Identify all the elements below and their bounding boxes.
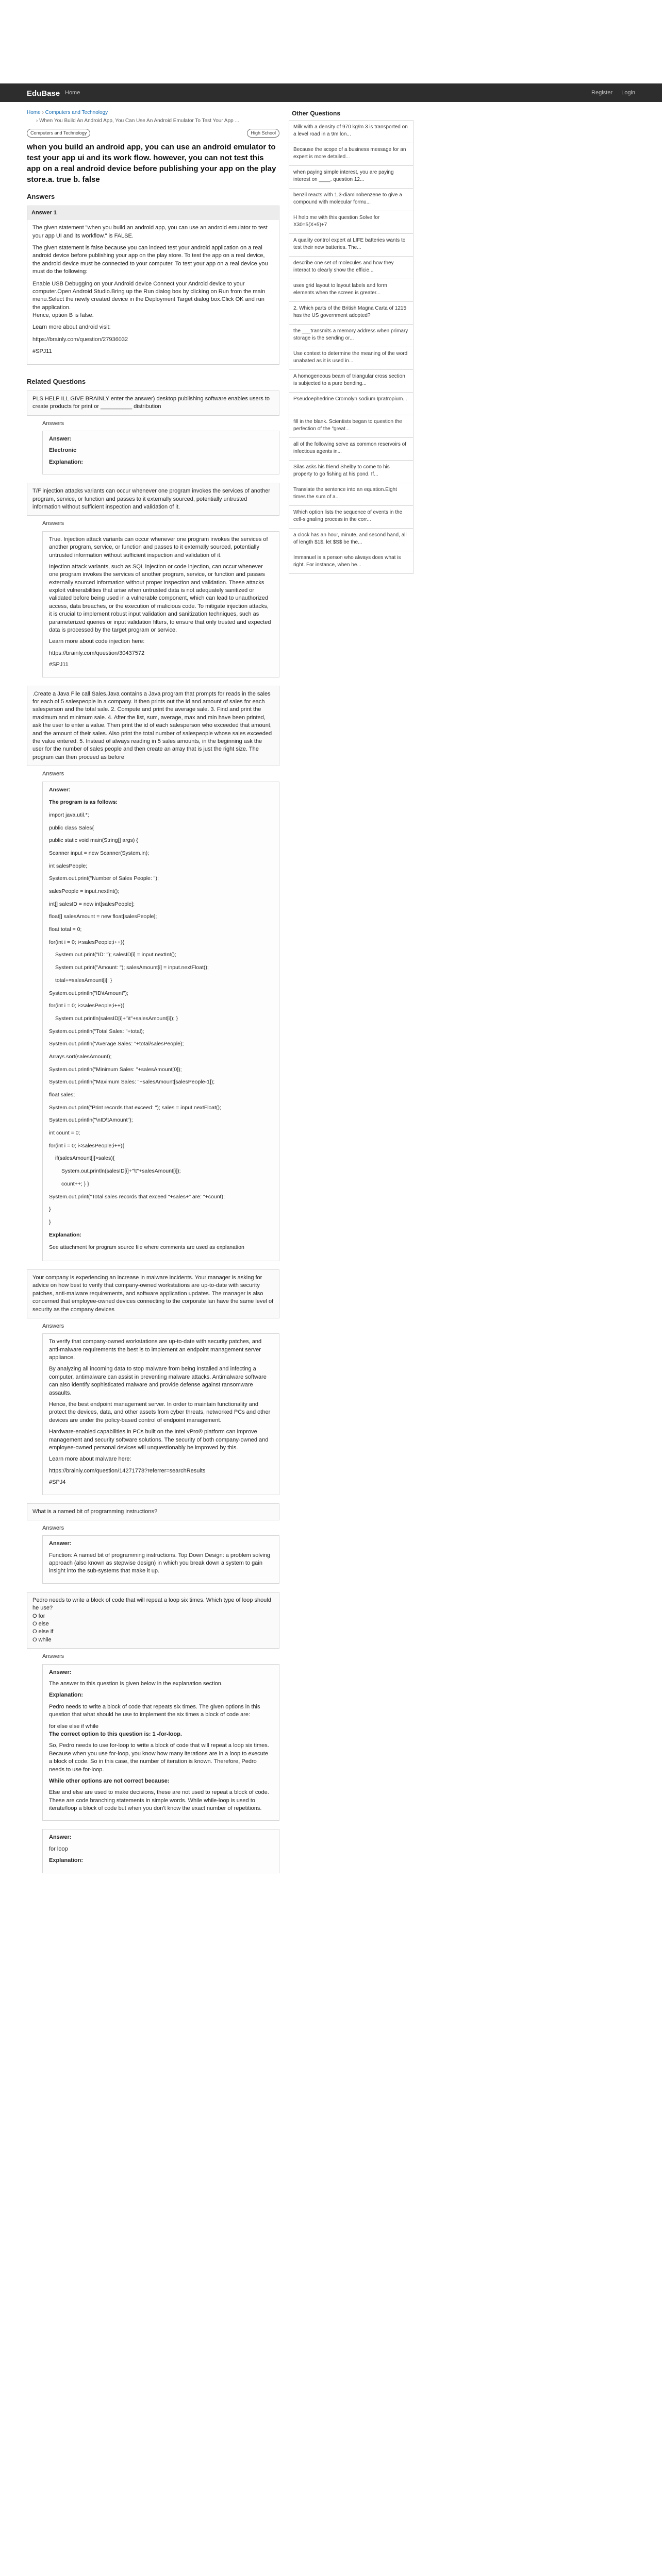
answer-paragraph: Enable USB Debugging on your Android device Connect your Android device to your computer.Open Android Studio.Bring up the Run dialog box by clicking on Run from the main menu.Select the newly created device in the Deployment Target dialog box.Click OK and run the application.	[32, 280, 266, 311]
code-line: int salesPeople;	[49, 862, 88, 869]
answer-paragraph: Else and else are used to make decisions, these are not used to repeat a block of code. These are code branching statements in simple words. While while-loop is used to iterate/loop a block of code but when you don't know the exact number of repetitions.	[49, 1789, 269, 1812]
related-answer	[42, 1535, 279, 1584]
question-option: O else	[32, 1621, 49, 1628]
sidebar-question-link[interactable]: Which option lists the sequence of events in the cell-signaling process in the corr...	[289, 506, 413, 529]
code-line: for(int i = 0; i<salesPeople;i++){	[49, 1142, 124, 1149]
answer-emphasis: While other options are not correct because:	[49, 1777, 170, 1784]
explanation-label: Explanation:	[49, 1231, 82, 1238]
sidebar-question-link[interactable]: Milk with a density of 970 kg/m 3 is transported on a level road in a 9m lon...	[289, 121, 413, 143]
related-question[interactable]	[27, 686, 279, 767]
sidebar-other-questions	[289, 107, 413, 574]
answer-text: Electronic	[49, 447, 77, 454]
answer-paragraph: Injection attack variants, such as SQL injection or code injection, can occur whenever one program invokes the services of another program, service, or function and passes externally sourced information without proper inspection and validation. These attacks exploit vulnerabilities that arise when untrusted data is not adequately sanitized or validated before being used in a vulnerable component, which can lead to unauthorized access, data breaches, or the execution of malicious code. To mitigate injection attacks, it is crucial to implement robust input validation and sanitization techniques, such as parameterized queries or input validation filters, to ensure that only trusted and expected data is processed by the target program or service.	[49, 563, 271, 634]
related-answers-label: Answers	[42, 1653, 64, 1660]
related-answers-label: Answers	[42, 771, 64, 777]
related-question-text: Pedro needs to write a block of code that will repeat a loop six times. Which type of loop should he use?	[32, 1597, 271, 1612]
answer-card-header: Answer 1	[27, 206, 279, 220]
code-line: System.out.println("Minimum Sales: "+salesAmount[0]);	[49, 1066, 182, 1073]
answer-source-link[interactable]: https://brainly.com/question/27936032	[32, 336, 128, 343]
breadcrumb-current: › When You Build An Android App, You Can Use An Android Emulator To Test Your App ...	[36, 118, 239, 124]
answer-paragraph: for else else if while	[49, 1723, 98, 1730]
answers-heading: Answers	[27, 192, 55, 200]
register-link[interactable]: Register	[591, 90, 613, 96]
answer-hashtag: #SPJ11	[32, 348, 52, 355]
code-line: float sales;	[49, 1092, 75, 1098]
answer-paragraph: Hence, option B is false.	[32, 312, 94, 319]
sidebar-heading: Other Questions	[289, 107, 413, 121]
answer-paragraph: The given statement "when you build an android app, you can use an android emulator to test your app UI and its workflow." is FALSE.	[32, 225, 268, 239]
nav-home-link[interactable]: Home	[65, 90, 80, 96]
answer-paragraph: The answer to this question is given below in the explanation section.	[49, 1681, 223, 1687]
breadcrumb-separator: ›	[42, 110, 45, 115]
code-line: Scanner input = new Scanner(System.in);	[49, 850, 150, 856]
breadcrumb-category[interactable]: Computers and Technology	[45, 110, 108, 115]
code-line: public class Sales{	[49, 824, 94, 831]
question-title: when you build an android app, you can use an android emulator to test your app ui and its work flow. however, you can not test this app on a real android device before publishing your app on the play store.a. true b. false	[27, 142, 276, 184]
related-question-text: PLS HELP ILL GIVE BRAINLY enter the answer) desktop publishing software enables users to create products for print or __________ distribution	[32, 395, 270, 410]
code-line: for(int i = 0; i<salesPeople;i++){	[49, 939, 124, 945]
answer-card	[27, 206, 279, 365]
code-line: System.out.print("ID: "); salesID[i] = input.nextInt();	[55, 952, 176, 958]
code-line: System.out.println("Total Sales: "+total);	[49, 1028, 144, 1035]
related-question[interactable]	[27, 391, 279, 416]
answer-paragraph: To verify that company-owned workstations are up-to-date with security patches, and anti-malware requirements the best is to implement an endpoint management server appliance.	[49, 1338, 262, 1361]
explanation-label: Explanation:	[49, 459, 84, 465]
sidebar-question-link[interactable]: A homogeneous beam of triangular cross section is subjected to a pure bending...	[289, 370, 413, 393]
answer-paragraph: Hardware-enabled capabilities in PCs built on the Intel vPro® platform can improve management and security software solutions. The security of both company-owned and employee-owned personal devices will unquestionably be improved by this.	[49, 1429, 269, 1451]
code-line: import java.util.*;	[49, 811, 89, 818]
breadcrumb	[27, 109, 279, 116]
sidebar-question-link[interactable]: Pseudoephedrine Cromolyn sodium Ipratropium...	[289, 393, 413, 415]
top-blank-band	[0, 0, 662, 83]
answer-label: Answer:	[49, 1834, 72, 1841]
nav-auth-links	[584, 89, 635, 97]
code-line: salesPeople = input.nextInt();	[49, 888, 120, 894]
explanation-label: Explanation:	[49, 1692, 84, 1699]
related-questions-heading: Related Questions	[27, 377, 86, 385]
answer-text: for loop	[49, 1845, 68, 1852]
answer-paragraph: Learn more about code injection here:	[49, 638, 145, 645]
sidebar-question-link[interactable]: H help me with this question Solve for X30=5(X+5)+7	[289, 211, 413, 234]
sidebar-question-link[interactable]: benzil reacts with 1,3-diaminobenzene to give a compound with molecular formu...	[289, 189, 413, 211]
code-line: int count = 0;	[49, 1130, 80, 1137]
sidebar-question-link[interactable]: Use context to determine the meaning of the word unabated as it is used in...	[289, 347, 413, 370]
answer-paragraph: Learn more about malware here:	[49, 1456, 131, 1463]
question-option: O else if	[32, 1629, 54, 1635]
related-question-text: T/F injection attacks variants can occur whenever one program invokes the services of another program, service, or function and passes to it externally sourced, potentially untrusted information without sufficient inspection and validation of it.	[32, 488, 271, 510]
answer-paragraph: Learn more about android visit:	[32, 324, 111, 331]
code-line: System.out.print("Amount: "); salesAmount[i] = input.nextFloat();	[55, 964, 209, 971]
code-line: if(salesAmount[i]>sales){	[55, 1155, 115, 1162]
answer-hashtag: #SPJ11	[49, 662, 69, 668]
question-tags	[27, 129, 279, 138]
related-question[interactable]	[27, 1592, 279, 1649]
code-line: System.out.println("ID\tAmount");	[49, 990, 128, 996]
code-line: System.out.println("Maximum Sales: "+salesAmount[salesPeople-1]);	[49, 1079, 215, 1086]
code-line: total+=salesAmount[i]; }	[55, 977, 112, 984]
related-answers-label: Answers	[42, 420, 64, 427]
code-line: }	[49, 1206, 51, 1213]
code-line: public static void main(String[] args) {	[49, 837, 138, 844]
answer-paragraph: True. Injection attack variants can occur whenever one program invokes the services of another program, service, or function and passes to it externally sourced, potentially untrusted information without sufficient inspection and validation of it.	[49, 536, 268, 558]
sidebar-question-link[interactable]: fill in the blank. Scientists began to question the perfection of the "great...	[289, 415, 413, 438]
related-question-text: .Create a Java File call Sales.Java contains a Java program that prompts for reads in the sales for each of 5 salespeople in a company. It then prints out the id and amount of sales for each salesperson and the total sale. 2. Compute and print the average sale. 3. Find and print the maximum and minimum sale. 4. After the list, sum, average, max and min have been printed, ask the user to enter a value. Then print the id of each salesperson who exceeded that amount, and the amount of their sales. Also print the total number of salespeople whose sales exceeded the value entered. 5. Instead of always reading in 5 sales amounts, in the beginning ask the user for the number of sales people and then create an array that is just the right size. The program can then proceed as before	[32, 690, 272, 760]
answer-label: Answer:	[49, 1540, 72, 1547]
answer-label: Answer:	[49, 436, 72, 442]
code-line: float total = 0;	[49, 926, 82, 933]
sidebar-question-link[interactable]: uses grid layout to layout labels and form elements when the screen is greater...	[289, 279, 413, 302]
related-answer	[42, 1664, 279, 1821]
login-link[interactable]: Login	[621, 90, 635, 96]
related-answers-label: Answers	[42, 520, 64, 527]
breadcrumb-home[interactable]: Home	[27, 110, 41, 115]
code-line: int[] salesID = new int[salesPeople];	[49, 901, 135, 907]
sidebar-question-link[interactable]: a clock has an hour, minute, and second hand, all of length $1$. let $S$ be the...	[289, 529, 413, 551]
code-line: float[] salesAmount = new float[salesPeople];	[49, 913, 157, 920]
answer-intro: The program is as follows:	[49, 799, 118, 806]
answer-paragraph: Function: A named bit of programming instructions. Top Down Design: a problem solving approach (also known as stepwise design) in which you break down a system to gain insight into the sub-systems that make it up.	[49, 1552, 271, 1574]
sidebar-question-link[interactable]: all of the following serve as common reservoirs of infectious agents in...	[289, 438, 413, 461]
sidebar-question-link[interactable]: describe one set of molecules and how they interact to clearly show the efficie...	[289, 257, 413, 279]
brand-logo[interactable]: EduBase	[27, 89, 60, 98]
answer-paragraph: The given statement is false because you can indeed test your android application on a real android device before publishing your app on the play store. To test the app on a real device, the android device must be connected to your computer. To test your app on a real device you must do the following:	[32, 244, 268, 275]
code-line: System.out.print("Number of Sales People: ");	[49, 875, 159, 882]
code-line: count++; } }	[61, 1180, 89, 1187]
answer-hashtag: #SPJ4	[49, 1479, 66, 1486]
related-question-text: Your company is experiencing an increase in malware incidents. Your manager is asking for advice on how best to verify that company-owned workstations are up-to-date with security patches, anti-malware requirements, and software application updates. The manager is also concerned that employee-owned devices connecting to the corporate lan have the same level of security as the company devices	[32, 1274, 274, 1313]
breadcrumb-current-text: When You Build An Android App, You Can Use An Android Emulator To Test Your App ...	[39, 118, 239, 124]
code-line: System.out.println("\nID\tAmount");	[49, 1117, 133, 1124]
main-content	[27, 109, 279, 1882]
code-line: System.out.print("Print records that exceed: "); sales = input.nextFloat();	[49, 1104, 221, 1111]
answer-paragraph: Pedro needs to write a block of code that repeats six times. The given options in this question that what should he use to implement the six times a block of code are:	[49, 1703, 260, 1718]
related-answer	[42, 1829, 279, 1873]
question-option: O while	[32, 1636, 52, 1643]
answer-source-link[interactable]: https://brainly.com/question/30437572	[49, 650, 145, 656]
related-answer-code	[42, 782, 279, 1261]
answer-paragraph: Hence, the best endpoint management server. In order to maintain functionality and protect the devices, data, and other assets from cyber threats, networked PCs and other devices are under the policy-based control of endpoint management.	[49, 1401, 271, 1423]
answer-card-body	[27, 220, 279, 364]
related-answers-label: Answers	[42, 1524, 64, 1531]
level-tag[interactable]: High School	[247, 129, 279, 138]
sidebar-question-link[interactable]: when paying simple interest, you are paying interest on ____. question 12...	[289, 166, 413, 189]
sidebar-question-link[interactable]: the ___transmits a memory address when primary storage is the sending or...	[289, 325, 413, 347]
answer-paragraph: See attachment for program source file where comments are used as explanation	[49, 1244, 244, 1251]
related-question[interactable]	[27, 1269, 279, 1318]
top-navbar	[0, 83, 662, 102]
code-line: System.out.println("Average Sales: "+total/salesPeople);	[49, 1041, 184, 1047]
code-line: }	[49, 1218, 51, 1225]
sidebar-question-link[interactable]: Immanuel is a person who always does what is right. For instance, when he...	[289, 551, 413, 574]
related-answer	[42, 531, 279, 677]
sidebar-question-link[interactable]: A quality control expert at LIFE batteries wants to test their new batteries. The...	[289, 234, 413, 257]
sidebar-question-link[interactable]: Silas asks his friend Shelby to come to his property to go fishing at his pond. If...	[289, 461, 413, 483]
answer-label: Answer:	[49, 786, 71, 793]
code-line: Arrays.sort(salesAmount);	[49, 1053, 112, 1060]
code-line: System.out.print("Total sales records that exceed "+sales+" are: "+count);	[49, 1193, 225, 1200]
related-question-text: What is a named bit of programming instructions?	[32, 1508, 158, 1515]
question-option: O for	[32, 1613, 45, 1619]
related-answer	[42, 1333, 279, 1495]
related-answers-label: Answers	[42, 1323, 64, 1329]
code-line: for(int i = 0; i<salesPeople;i++){	[49, 1003, 124, 1009]
sidebar-question-link[interactable]: 2. Which parts of the British Magna Carta of 1215 has the US government adopted?	[289, 302, 413, 325]
answer-label: Answer:	[49, 1669, 72, 1675]
code-line: System.out.println(salesID[i]+"\t"+salesAmount[i]);	[61, 1168, 181, 1175]
related-answer	[42, 431, 279, 474]
answer-paragraph: So, Pedro needs to use for-loop to write a block of code that will repeat a loop six times. Because when you use for-loop, you know how many iterations are in a loop to execute a block of code. So in this case, the number of iteration is known. Therefore, Pedro needs to use for-loop.	[49, 1742, 269, 1773]
answer-source-link[interactable]: https://brainly.com/question/14271778?referrer=searchResults	[49, 1467, 206, 1474]
related-question[interactable]	[27, 483, 279, 516]
answer-emphasis: The correct option to this question is: 1 -for-loop.	[49, 1731, 182, 1737]
sidebar-question-link[interactable]: Because the scope of a business message for an expert is more detailed...	[289, 143, 413, 166]
sidebar-question-link[interactable]: Translate the sentence into an equation.Eight times the sum of a...	[289, 483, 413, 506]
code-line: System.out.println(salesID[i]+"\t"+salesAmount[i]); }	[55, 1015, 178, 1022]
answer-paragraph: By analyzing all incoming data to stop malware from being installed and infecting a computer, antimalware can assist in preventing malware attacks. Antimalware software can also identify sophisticated malware and provide defense against ransomware assaults.	[49, 1366, 267, 1396]
subject-tag[interactable]: Computers and Technology	[27, 129, 90, 138]
related-question[interactable]	[27, 1503, 279, 1520]
explanation-label: Explanation:	[49, 1857, 84, 1864]
